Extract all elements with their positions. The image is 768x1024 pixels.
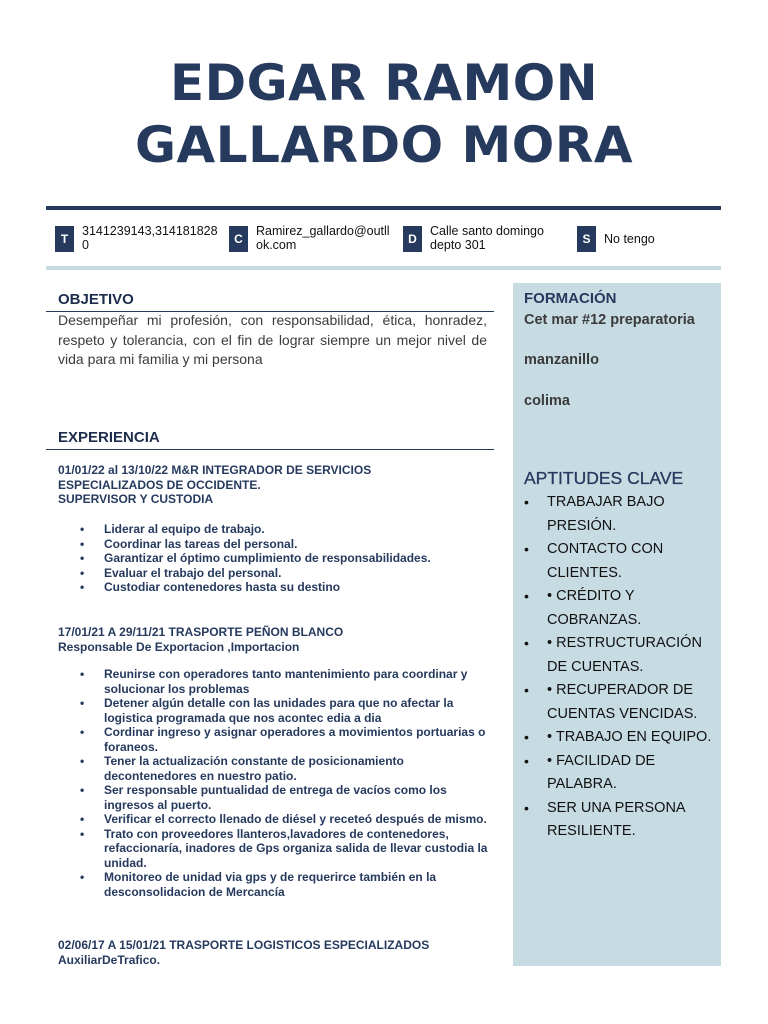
education-line-1: Cet mar #12 preparatoria xyxy=(524,312,695,328)
contact-badge-address: D xyxy=(403,226,422,252)
list-item: • Detener algún detalle con las unidades para que no afectar la logistica programada que nos acontec edia a dia xyxy=(58,696,498,725)
list-item: • • FACILIDAD DE PALABRA. xyxy=(524,750,714,797)
list-item: • Trato con proveedores llanteros,lavadores de contenedores, refaccionaría, inadores de Gps organiza salida de llevar custodia la unidad. xyxy=(58,827,498,871)
objective-heading: OBJETIVO xyxy=(58,291,134,308)
job-3-title xyxy=(58,938,498,967)
contact-email-text: Ramirez_gallardo@outllok.com xyxy=(256,224,390,252)
list-item: • • CRÉDITO Y COBRANZAS. xyxy=(524,585,714,632)
list-item: • • TRABAJO EN EQUIPO. xyxy=(524,726,714,750)
name-line-1: EDGAR RAMON xyxy=(169,54,599,112)
education-line-2: manzanillo xyxy=(524,352,599,368)
job-1-title-line-2: ESPECIALIZADOS DE OCCIDENTE. xyxy=(58,477,261,492)
header-divider xyxy=(46,206,721,210)
contact-social-text: No tengo xyxy=(604,232,655,246)
list-item: • Ser responsable puntualidad de entrega de vacíos como los ingresos al puerto. xyxy=(58,783,498,812)
job-2-task-list xyxy=(58,667,498,899)
job-2-title xyxy=(58,625,498,654)
contact-phone xyxy=(55,224,220,254)
list-item: • Reunirse con operadores tanto mantenimiento para coordinar y solucionar los problemas xyxy=(58,667,498,696)
skills-heading: APTITUDES CLAVE xyxy=(524,468,684,488)
job-3-title-line-1: 02/06/17 A 15/01/21 TRASPORTE LOGISTICOS ESPECIALIZADOS xyxy=(58,938,430,952)
contact-email xyxy=(229,224,394,254)
contact-divider xyxy=(46,266,721,270)
list-item: • TRABAJAR BAJO PRESIÓN. xyxy=(524,491,714,538)
contact-badge-social: S xyxy=(577,226,596,252)
contact-address xyxy=(403,224,568,254)
education-heading: FORMACIÓN xyxy=(524,290,617,307)
contact-badge-phone: T xyxy=(55,226,74,252)
list-item: • Liderar al equipo de trabajo. xyxy=(58,522,498,537)
name-line-2: GALLARDO MORA xyxy=(134,116,634,174)
list-item: • Coordinar las tareas del personal. xyxy=(58,537,498,552)
job-1-role: SUPERVISOR Y CUSTODIA xyxy=(58,492,214,506)
job-1-title-line-1: 01/01/22 al 13/10/22 M&R INTEGRADOR DE SERVICIOS xyxy=(58,463,372,477)
education-line-3: colima xyxy=(524,393,570,409)
job-2-role: Responsable De Exportacion ,Importacion xyxy=(58,639,300,654)
job-1-title xyxy=(58,463,498,507)
list-item: • • RESTRUCTURACIÓN DE CUENTAS. xyxy=(524,632,714,679)
list-item: • Tener la actualización constante de posicionamiento decontenedores en nuestro patio. xyxy=(58,754,498,783)
skills-list xyxy=(524,491,714,844)
contact-badge-email: C xyxy=(229,226,248,252)
job-3-role: AuxiliarDeTrafico. xyxy=(58,952,161,967)
experience-heading: EXPERIENCIA xyxy=(58,429,160,446)
job-1-task-list xyxy=(58,522,498,595)
list-item: • • RECUPERADOR DE CUENTAS VENCIDAS. xyxy=(524,679,714,726)
list-item: • SER UNA PERSONA RESILIENTE. xyxy=(524,797,714,844)
list-item: • Custodiar contenedores hasta su destino xyxy=(58,580,498,595)
objective-text: Desempeñar mi profesión, con responsabilidad, ética, honradez, respeto y tolerancia, con el fin de lograr siempre un mejor nivel de vida para mi familia y mi persona xyxy=(58,312,487,367)
contact-address-text: Calle santo domingo depto 301 xyxy=(430,224,544,252)
job-2-title-line-1: 17/01/21 A 29/11/21 TRASPORTE PEÑON BLANCO xyxy=(58,625,344,639)
list-item: • Evaluar el trabajo del personal. xyxy=(58,566,498,581)
contact-phone-text: 3141239143,3141818280 xyxy=(82,224,218,252)
list-item: • Garantizar el óptimo cumplimiento de responsabilidades. xyxy=(58,551,498,566)
list-item: • Cordinar ingreso y asignar operadores a movimientos portuarias o foraneos. xyxy=(58,725,498,754)
contact-social xyxy=(577,224,717,254)
experience-underline xyxy=(46,449,494,450)
list-item: • CONTACTO CON CLIENTES. xyxy=(524,538,714,585)
list-item: • Verificar el correcto llenado de diésel y receteó después de mismo. xyxy=(58,812,498,827)
list-item: • Monitoreo de unidad via gps y de requerirce también en la desconsolidacion de Mercancía xyxy=(58,870,498,899)
